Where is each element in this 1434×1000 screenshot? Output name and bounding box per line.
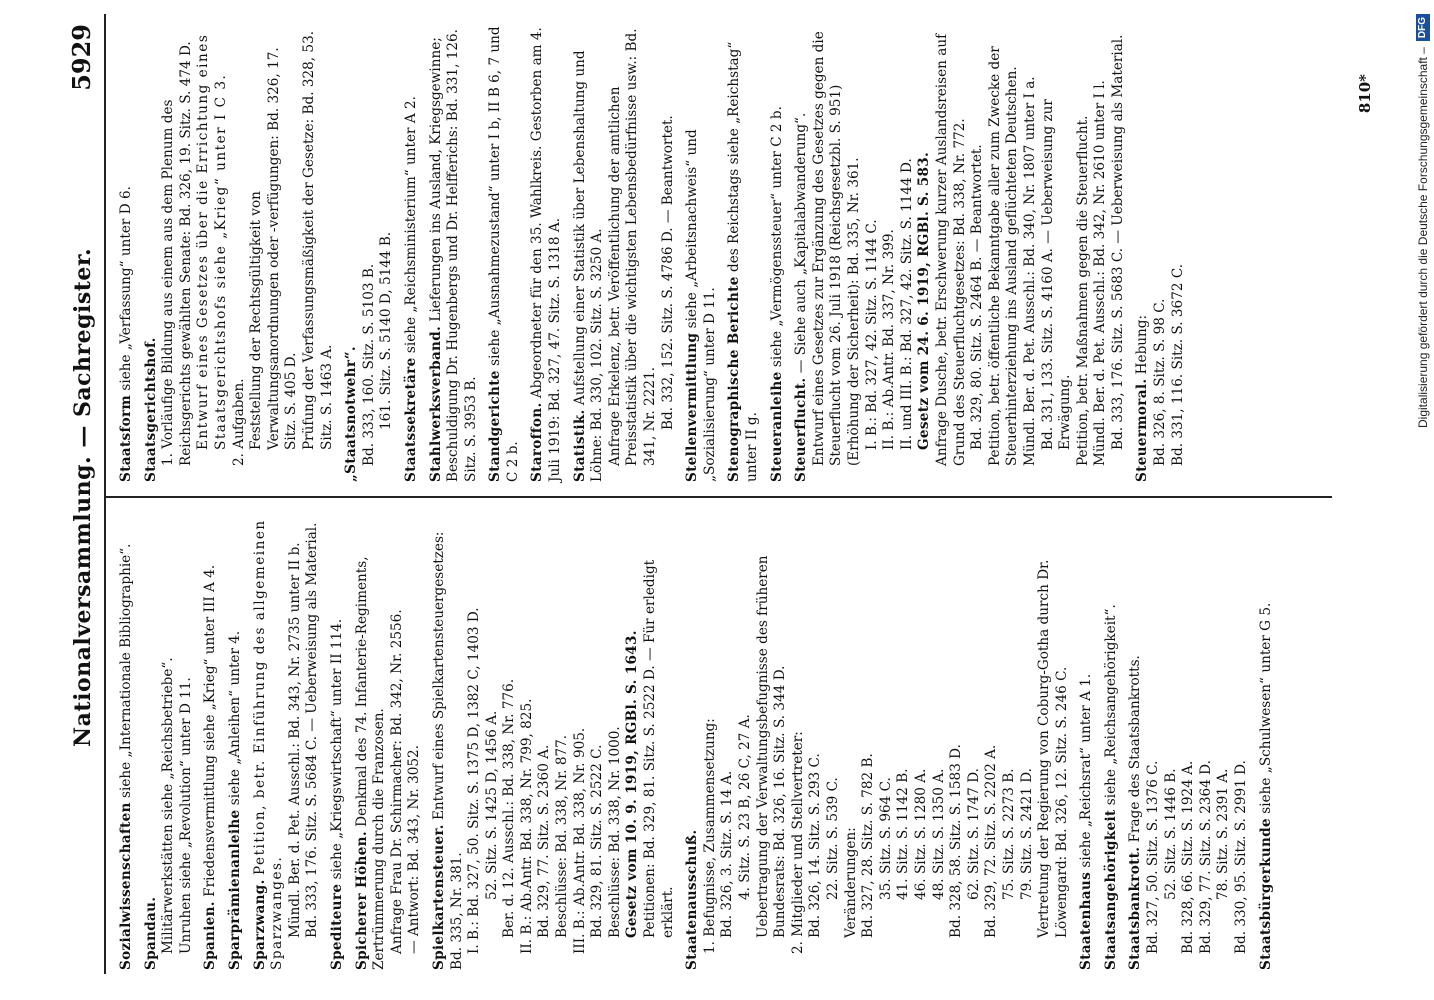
entry-line: Veränderungen: [842, 827, 859, 938]
entry-heading: Stenographische Berichte [726, 276, 743, 482]
index-entry [1078, 512, 1096, 970]
entry-heading: Staatsbankrott. [1127, 846, 1144, 970]
entry-line: siehe „Verfassung“ unter D 6. [118, 186, 134, 391]
entry-line: Uebertragung der Verwaltungsbefugnisse des früheren Bundesrats: Bd. 326, 16. Sitz. S. 344 D. [754, 555, 789, 938]
entry-heading: Spanien. [202, 901, 219, 970]
index-entry [684, 512, 1071, 970]
entry-line: Mündl. Ber. d. Pet. Ausschl.: Bd. 343, Nr. 2735 unter II b. [286, 542, 303, 938]
entry-line: siehe „Arbeitsnachweis“ und „Sozialisierung“ unter D 11. [684, 129, 718, 482]
entry-line: Prüfung der Verfassungsmäßigkeit der Gesetze: Bd. 328, 53. Sitz. S. 1463 A. [300, 30, 335, 450]
index-entry [487, 24, 522, 482]
entry-line: Petitionen: Bd. 329, 81. Sitz. S. 2522 D. — Für erledigt erklärt. [642, 559, 676, 938]
entry-line: Bd. 326, 3. Sitz. S. 14 A. [719, 770, 736, 938]
entry-line: Bd. 331, 133. Sitz. S. 4160 A. — Ueberweisung zur Erwägung. [1039, 99, 1074, 450]
index-entry [769, 24, 787, 482]
entry-line: Bd. 329, 77. Sitz. S. 2364 D. [1197, 760, 1214, 954]
entry-line: Bd. 329, 80. Sitz. S. 2464 B. — Beantwortet. [969, 144, 986, 450]
entry-line: 79. Sitz. S. 2421 D. [1018, 768, 1035, 900]
entry-line: I. B.: Bd. 327, 42. Sitz. S. 1144 C. [863, 219, 880, 450]
entry-heading: Spicherer Höhen. [353, 831, 370, 970]
index-entry [202, 512, 220, 970]
entry-line: Beschlüsse: Bd. 338, Nr. 1000. [606, 726, 623, 938]
left-column [118, 512, 1282, 970]
index-entry [529, 24, 564, 482]
index-entry [118, 512, 136, 970]
entry-line: Bd. 332, 152. Sitz. S. 4786 D. — Beantwortet. [659, 115, 676, 430]
index-entry [343, 24, 396, 482]
entry-line: Unruhen siehe „Revolution“ unter D 11. [177, 677, 194, 954]
entry-line: siehe „Schulwesen“ unter G 5. [1257, 602, 1274, 814]
entry-line: Bd. 328, 58. Sitz. S. 1583 D. [948, 744, 965, 938]
entry-line: I. B.: Bd. 327, 50. Sitz. S. 1375 D, 1382 C, 1403 D. [466, 607, 483, 954]
document-page [22, 14, 1422, 974]
entry-line: Aufstellung einer Statistik über Lebenshaltung und Löhne: Bd. 330, 102. Sitz. S. 3250 A. [571, 50, 606, 482]
index-entry [329, 512, 347, 970]
entry-heading: Stellenvermittlung [684, 332, 701, 482]
entry-line: Vertretung der Regierung von Coburg-Gotha durch Dr. Löwengard: Bd. 326, 12. Sitz. S. 246 C. [1036, 559, 1070, 938]
entry-line: III. B.: Ab.Antr. Bd. 338, Nr. 905. [571, 727, 588, 954]
entry-heading: Steueranleihe [768, 371, 785, 482]
header-rule [104, 14, 106, 974]
dfg-logo-icon: DFG [1416, 14, 1430, 41]
entry-heading: Sozialwissenschaften [118, 802, 134, 970]
entry-line: siehe „Anleihen“ unter 4. [226, 630, 243, 806]
column-divider [104, 496, 1332, 498]
entry-line: Anfrage Erkelenz, betr. Veröffentlichung der amtlichen Preisstatistik über die wichtigsten Lebensbedürfnisse usw.: Bd. 341, Nr. 2221. [606, 28, 659, 466]
digitization-notice [1412, 4, 1430, 994]
index-entry [227, 512, 245, 970]
entry-heading: Staatsangehörigkeit [1102, 809, 1119, 970]
right-column [118, 24, 1194, 482]
entry-heading: Spielkartensteuer. [430, 824, 447, 970]
entry-line: Entwurf eines Spielkartensteuergesetzes: Bd. 335, Nr. 381. [430, 531, 465, 970]
entry-line: II. B.: Ab.Antr. Bd. 337, Nr. 399. [881, 229, 898, 450]
entry-line: Ber. d. 12. Ausschl.: Bd. 338, Nr. 776. [501, 678, 518, 938]
notice-text: Digitalisierung gefördert durch die Deutsche Forschungsgemeinschaft – [1416, 47, 1430, 428]
index-entry [431, 512, 677, 970]
index-entry [726, 24, 761, 482]
entry-line: Anfrage Frau Dr. Schirmacher: Bd. 342, Nr. 2556. [388, 609, 405, 954]
entry-line: Hebung: [1134, 314, 1151, 375]
entry-line: Denkmal des 74. Infanterie-Regiments, Zertrümmerung durch die Franzosen. [353, 556, 388, 970]
entry-line: Bd. 333, 176. Sitz. S. 5683 C. — Ueberweisung als Material. [1109, 34, 1126, 450]
entry-line: 75. Sitz. S. 2273 B. [1000, 768, 1017, 900]
entry-line: 35. Sitz. S. 964 C. [877, 777, 894, 900]
entry-line: siehe „Reichsministerium“ unter A 2. [402, 96, 419, 354]
entry-line: Mündl. Ber. d. Pet. Ausschl.: Bd. 340, Nr. 1807 unter I a. [1021, 76, 1038, 466]
entry-line: Bd. 330, 95. Sitz. S. 2991 D. [1233, 760, 1250, 954]
entry-line: Feststellung der Rechtsgültigkeit von Verwaltungsanordnungen oder -verfügungen: Bd. 326, 17. Sitz. S. 405 D. [248, 47, 300, 450]
entry-line: Mündl. Ber. d. Pet. Ausschl.: Bd. 342, Nr. 2610 unter I l. [1092, 80, 1109, 466]
entry-line: 2. Mitglieder und Stellvertreter: [789, 731, 806, 954]
entry-line: 46. Sitz. S. 1280 A. [912, 768, 929, 900]
entry-line: Bd. 333, 160. Sitz. S. 5103 B. [360, 263, 377, 466]
index-entry [354, 512, 424, 970]
entry-line: 161. Sitz. S. 5140 D, 5144 B. [378, 231, 395, 430]
entry-line: Bd. 327, 28. Sitz. S. 782 B. [860, 753, 877, 938]
entry-line: Bd. 333, 176. Sitz. S. 5684 C. — Ueberweisung als Material. [304, 522, 321, 938]
entry-heading: Staroffon. [529, 402, 546, 482]
index-entry [572, 24, 678, 482]
entry-line: 4. Sitz. S. 23 B, 26 C, 27 A. [737, 714, 753, 900]
entry-line: Bd. 329, 81. Sitz. S. 2522 C. [589, 744, 606, 938]
entry-heading: Staatenhaus [1078, 871, 1095, 970]
entry-line: siehe „Kriegswirtschaft“ unter II 114. [328, 618, 345, 880]
entry-heading: Staatsbürgerkunde [1257, 818, 1274, 970]
entry-line: Bd. 329, 77. Sitz. S. 2360 A. [536, 744, 553, 938]
entry-heading: Spediteure [328, 883, 345, 970]
entry-heading: Statistik. [571, 409, 588, 482]
entry-line: Entwurf eines Gesetzes über die Errichtung eines Staatsgerichtshofs siehe „Krieg“ unter I C 3. [195, 33, 229, 450]
entry-line: — Siehe auch „Kapitalabwanderung“. [793, 112, 810, 374]
entry-line: Militärwerkstätten siehe „Reichsbetriebe“. [160, 657, 177, 954]
entry-line: Petition, betr. Maßnahmen gegen die Steuerflucht. [1074, 115, 1091, 466]
entry-heading: Stahlwerksverband. [427, 325, 444, 482]
page-header [50, 24, 96, 964]
index-entry [684, 24, 719, 482]
entry-line: Bd. 328, 66. Sitz. S. 1924 A. [1180, 760, 1197, 954]
entry-line: Petition, betr. Einführung des allgemeinen Sparzwanges. [251, 519, 286, 970]
entry-line: des Reichstags siehe „Reichstag“ unter II g. [726, 41, 760, 482]
entry-line: siehe „Internationale Bibliographie“. [118, 543, 134, 798]
entry-line: Bd. 326, 8. Sitz. S. 98 C. [1152, 298, 1169, 466]
index-entry [1134, 24, 1187, 482]
entry-heading: Steuermoral. [1134, 378, 1151, 482]
entry-line: Entwurf eines Gesetzes zur Ergänzung des Gesetzes gegen die Steuerflucht vom 26. Juli 1918 (Reichsgesetzbl. S. 951) (Erhöhung der Sicherheit): Bd. 335, Nr. 361. [810, 31, 862, 466]
index-entry [118, 24, 136, 482]
index-entry [143, 512, 196, 970]
entry-line: 78. Sitz. S. 2391 A. [1215, 768, 1232, 900]
entry-line: Gesetz vom 24. 6. 1919, RGBl. S. 583. [916, 151, 933, 450]
entry-line: siehe „Vermögenssteuer“ unter C 2 b. [768, 106, 785, 368]
entry-line: siehe „Ausnahmezustand“ unter I b, II B 6, 7 und C 2 b. [487, 26, 521, 482]
entry-line: Bd. 326, 14. Sitz. S. 293 C. [807, 753, 824, 938]
entry-line: — Antwort: Bd. 343, Nr. 3052. [406, 744, 423, 954]
entry-line: 41. Sitz. S. 1142 B. [895, 768, 912, 900]
index-entry [428, 24, 481, 482]
entry-heading: Sparzwang. [251, 879, 268, 970]
entry-line: II. und III. B.: Bd. 327, 42. Sitz. S. 1144 D. [898, 158, 915, 450]
entry-heading: Spandau. [142, 896, 159, 970]
index-entry [1127, 512, 1250, 970]
index-entry [403, 24, 421, 482]
entry-line: 1. Befugnisse, Zusammensetzung: [701, 718, 718, 954]
entry-line: siehe „Reichsangehörigkeit“. [1102, 604, 1119, 806]
entry-heading: „Staatsnotwehr“. [343, 346, 360, 482]
entry-line: Frage des Staatsbankrotts. [1127, 655, 1144, 843]
entry-line: 48. Sitz. S. 1350 A. [930, 768, 947, 900]
entry-line: 52. Sitz. S. 1446 B. [1162, 768, 1179, 900]
index-entry [143, 24, 337, 482]
index-entry [252, 512, 322, 970]
entry-heading: Staatssekretäre [402, 357, 419, 482]
entry-line: 22. Sitz. S. 539 C. [824, 777, 841, 900]
entry-heading: Staatsform [118, 394, 134, 482]
entry-line: Bd. 329, 72. Sitz. S. 2202 A. [983, 744, 1000, 938]
signature-mark: 810* [1356, 74, 1374, 114]
entry-line: Gesetz vom 10. 9. 1919, RGBl. S. 1643. [624, 630, 641, 938]
entry-line: 52. Sitz. S. 1425 D, 1456 A. [483, 710, 500, 900]
page-number: 5929 [67, 24, 96, 91]
entry-line: Abgeordneter für den 35. Wahlkreis. Gestorben am 4. Juli 1919: Bd. 327, 47. Sitz. S. 1318 A. [529, 27, 564, 482]
entry-line: siehe „Reichsrat“ unter A 1. [1078, 673, 1095, 868]
entry-line: Lieferungen ins Ausland, Kriegsgewinne; Beschuldigung Dr. Hugenbergs und Dr. Helfferichs: Bd. 331, 126. Sitz. S. 3953 B. [427, 29, 479, 482]
index-entry [1258, 512, 1276, 970]
entry-heading: Staatsgerichtshof. [142, 337, 159, 482]
entry-line: Petition, betr. öffentliche Bekanntgabe aller zum Zwecke der Steuerhinterziehung ins Ausland geflüchteten Deutschen. [986, 46, 1021, 466]
entry-line: 2. Aufgaben. [230, 378, 247, 466]
entry-line: Bd. 331, 116. Sitz. S. 3672 C. [1169, 263, 1186, 466]
entry-line: Friedensvermittlung siehe „Krieg“ unter III A 4. [202, 564, 219, 897]
entry-heading: Sparprämienanleihe [226, 809, 243, 970]
entry-line: 62. Sitz. S. 1747 D. [965, 768, 982, 900]
entry-line: Anfrage Dusche, betr. Erschwerung kurzer Auslandsreisen auf Grund des Steuerfluchtgesetzes: Bd. 338, Nr. 772. [933, 33, 968, 466]
index-entry [1103, 512, 1121, 970]
index-entry [793, 24, 1127, 482]
page-title: Nationalversammlung. — Sachregister. [70, 247, 96, 747]
entry-line: II. B.: Ab.Antr. Bd. 338, Nr. 799, 825. [518, 698, 535, 954]
entry-heading: Steuerflucht. [793, 377, 810, 482]
entry-heading: Standgerichte [487, 370, 504, 482]
entry-line: Beschlüsse: Bd. 338, Nr. 877. [554, 734, 571, 938]
entry-heading: Staatenausschuß. [684, 829, 701, 970]
entry-line: Bd. 327, 50. Sitz. S. 1376 C. [1145, 760, 1162, 954]
entry-line: 1. Vorläufige Bildung aus einem aus dem Plenum des Reichsgerichts gewählten Senate: Bd. 326, 19. Sitz. S. 474 D. [160, 41, 194, 466]
